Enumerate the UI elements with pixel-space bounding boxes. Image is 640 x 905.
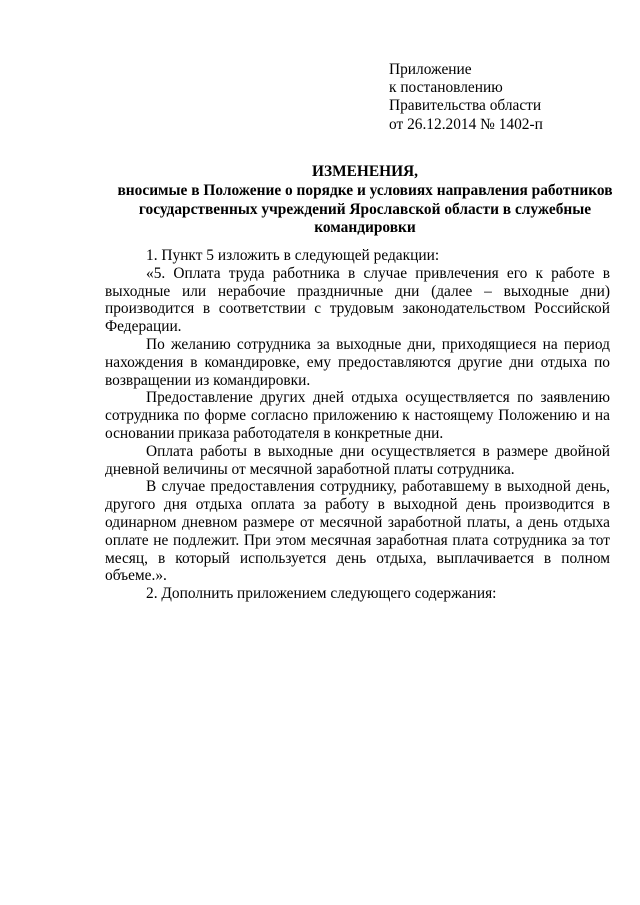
paragraph: Предоставление других дней отдыха осуществляется по заявлению сотрудника по форме согласно приложению к настоящему Положению и на основании приказа работодателя в конкретные дни. <box>105 389 610 442</box>
paragraph: Оплата работы в выходные дни осуществляется в размере двойной дневной величины от месячной заработной платы сотрудника. <box>105 442 610 478</box>
appendix-line: к постановлению <box>389 79 503 97</box>
paragraph: «5. Оплата труда работника в случае привлечения его к работе в выходные или нерабочие праздничные дни (далее – выходные дни) производится в соответствии с трудовым законодательством Российской Федерации. <box>105 264 610 336</box>
document-body <box>105 247 610 603</box>
paragraph: 2. Дополнить приложением следующего содержания: <box>146 585 497 603</box>
document-title: ИЗМЕНЕНИЯ, <box>311 163 419 180</box>
paragraph: В случае предоставления сотруднику, работавшему в выходной день, другого дня отдыха оплата за работу в выходной день производится в одинарном дневном размере от месячной заработной платы, а день отдыха оплате не подлежит. При этом месячная заработная плата сотрудника за тот месяц, в который используется день отдыха, выплачивается в полном объеме.». <box>105 478 610 585</box>
document-subtitle: вносимые в Положение о порядке и условиях направления работников государственных учреждений Ярославской области в служебные командировки <box>117 182 613 237</box>
document-heading <box>105 163 625 238</box>
paragraph: 1. Пункт 5 изложить в следующей редакции: <box>146 247 440 264</box>
appendix-line: Правительства области <box>389 97 542 115</box>
paragraph: По желанию сотрудника за выходные дни, приходящиеся на период нахождения в командировке, ему предоставляются другие дни отдыха по возвращении из командировки. <box>105 335 610 389</box>
appendix-line: Приложение <box>389 61 472 78</box>
appendix-date-number: от 26.12.2014 № 1402-п <box>389 115 543 133</box>
appendix-reference <box>389 61 619 134</box>
